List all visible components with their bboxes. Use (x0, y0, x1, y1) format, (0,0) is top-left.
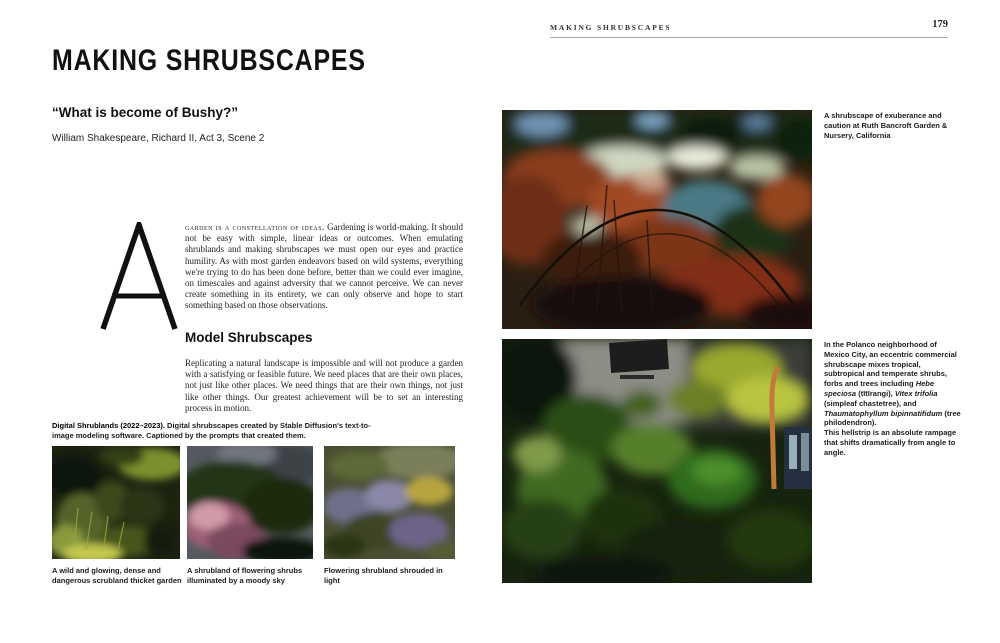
running-header: MAKING SHRUBSCAPES (550, 23, 672, 32)
page-number: 179 (932, 19, 948, 30)
figure-group-caption (52, 421, 382, 441)
photo-ruth-bancroft-garden (502, 110, 812, 329)
paragraph-1-text: Gardening is world-making. It should not be easy with simple, linear ideas or outcomes. When emulating shrublands and making shrubscapes we must open our eyes and practice humility. As with most garden endeavors based on wild systems, everything we're trying to do has been done before, better than we could ever imagine, on timescales and against adversity that we cannot perceive. We can never create something in its entirety, we can only observe and hope to start something based on those observations. (185, 222, 463, 311)
thumbnail-caption: Flowering shrubland shrouded in light (324, 566, 443, 585)
figure-caption-title: Digital Shrublands (2022–2023). (52, 421, 165, 430)
dropcap-letter-A (98, 222, 185, 337)
chapter-title: MAKING SHRUBSCAPES (52, 44, 366, 77)
figure-caption-text: Digital shrubscapes created by Stable Diffusion's text-to-image modeling software. Captioned by the prompts that created them. (52, 421, 371, 440)
lead-paragraph-block (98, 222, 464, 337)
body-paragraph-1 (185, 222, 463, 337)
body-paragraph-2: Replicating a natural landscape is impossible and will not produce a garden with a satisfying or feasible future. We need places that are their own places, not just like other places. We need things that are their own things, not just like other things. Our greatest achievement will be to set an interesting process in motion. (185, 358, 463, 413)
thumbnail-caption: A wild and glowing, dense and dangerous scrubland thicket garden (52, 566, 182, 585)
epigraph-attribution: William Shakespeare, Richard II, Act 3, Scene 2 (52, 133, 265, 144)
thumbnail-photo-scrubland-thicket (52, 446, 180, 559)
thumbnail-photo-shrubland-in-light (324, 446, 455, 559)
photo-polanco-hellstrip (502, 339, 812, 583)
photo-caption: A shrubscape of exuberance and caution at Ruth Bancroft Garden & Nursery, California (824, 111, 948, 140)
photo-caption: In the Polanco neighborhood of Mexico City, an eccentric commercial shrubscape mixes tropical, subtropical and temperate shrubs, forbs and trees including Hebe speciosa (tītīrangi), Vitex trifolia (simpleaf chastetree), and Thaumatophyllum bipinnatifidum (tree philodendron). This hellstrip is an absolute rampage that shifts dramatically from angle to angle. (824, 340, 961, 457)
smallcaps-lead: garden is a constellation of ideas. (185, 222, 325, 232)
header-rule (550, 37, 948, 38)
thumbnail-photo-flowering-moody-sky (187, 446, 313, 559)
thumbnail-caption: A shrubland of flowering shrubs illuminated by a moody sky (187, 566, 303, 585)
section-heading: Model Shrubscapes (185, 330, 313, 345)
epigraph-quote: “What is become of Bushy?” (52, 105, 239, 120)
